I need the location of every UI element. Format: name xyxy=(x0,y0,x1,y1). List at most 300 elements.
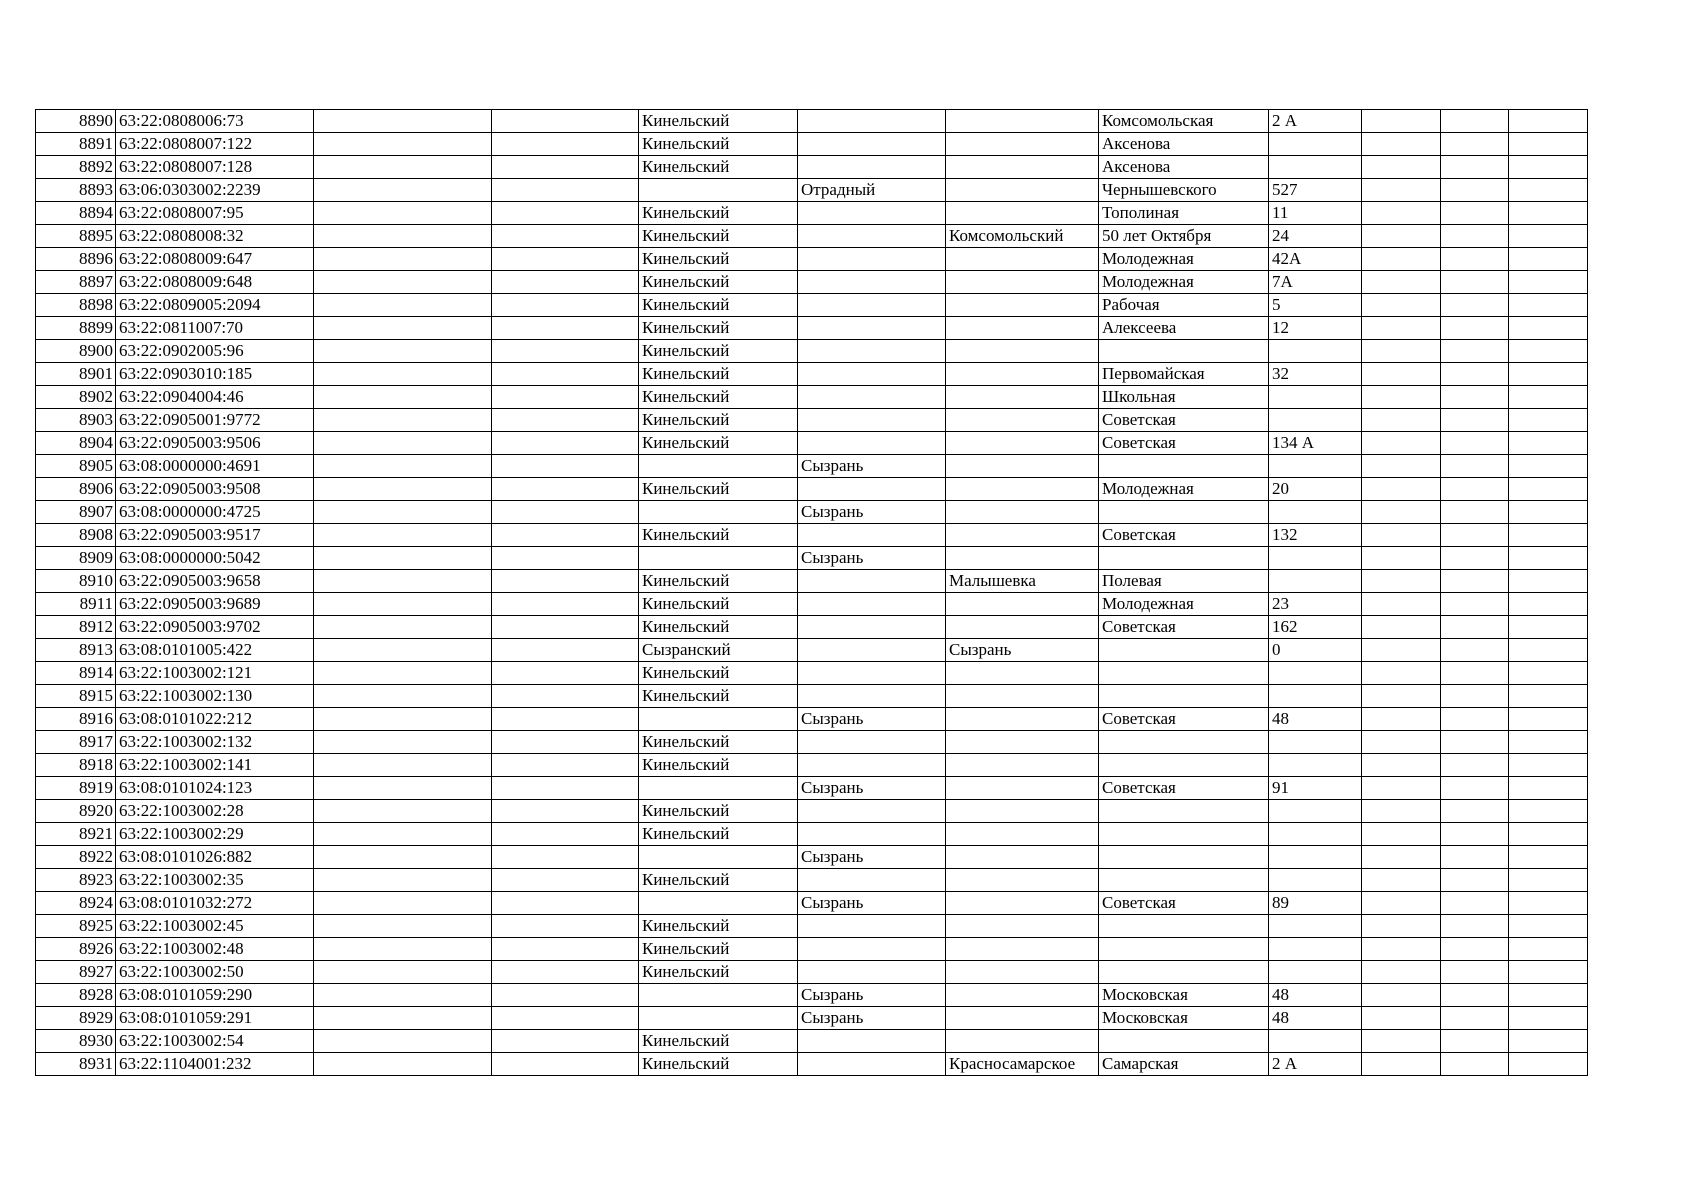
empty-cell-10 xyxy=(1441,616,1509,639)
empty-cell-9 xyxy=(1362,271,1441,294)
empty-cell-2 xyxy=(314,984,492,1007)
empty-cell-9 xyxy=(1362,524,1441,547)
street-cell: Молодежная xyxy=(1099,271,1269,294)
house-number-cell: 32 xyxy=(1269,363,1362,386)
empty-cell-10 xyxy=(1441,708,1509,731)
empty-cell-2 xyxy=(314,202,492,225)
street-cell: Рабочая xyxy=(1099,294,1269,317)
settlement-cell xyxy=(946,294,1099,317)
house-number-cell xyxy=(1269,754,1362,777)
cadastral-number: 63:22:1003002:121 xyxy=(116,662,314,685)
district-cell: Кинельский xyxy=(639,1030,798,1053)
house-number-cell: 48 xyxy=(1269,708,1362,731)
row-number: 8922 xyxy=(36,846,116,869)
street-cell xyxy=(1099,754,1269,777)
empty-cell-10 xyxy=(1441,179,1509,202)
city-cell xyxy=(798,685,946,708)
empty-cell-9 xyxy=(1362,639,1441,662)
row-number: 8906 xyxy=(36,478,116,501)
empty-cell-10 xyxy=(1441,731,1509,754)
cadastral-number: 63:08:0000000:4691 xyxy=(116,455,314,478)
row-number: 8929 xyxy=(36,1007,116,1030)
empty-cell-3 xyxy=(492,432,639,455)
empty-cell-3 xyxy=(492,363,639,386)
settlement-cell xyxy=(946,363,1099,386)
empty-cell-11 xyxy=(1509,547,1588,570)
street-cell xyxy=(1099,685,1269,708)
district-cell: Кинельский xyxy=(639,938,798,961)
street-cell xyxy=(1099,547,1269,570)
city-cell xyxy=(798,616,946,639)
house-number-cell: 2 А xyxy=(1269,1053,1362,1076)
settlement-cell xyxy=(946,340,1099,363)
house-number-cell xyxy=(1269,800,1362,823)
table-row xyxy=(36,662,1588,685)
row-number: 8898 xyxy=(36,294,116,317)
empty-cell-11 xyxy=(1509,662,1588,685)
empty-cell-3 xyxy=(492,202,639,225)
empty-cell-2 xyxy=(314,386,492,409)
cadastral-number: 63:08:0101022:212 xyxy=(116,708,314,731)
empty-cell-2 xyxy=(314,961,492,984)
empty-cell-2 xyxy=(314,570,492,593)
district-cell: Кинельский xyxy=(639,363,798,386)
cadastral-number: 63:22:0905001:9772 xyxy=(116,409,314,432)
empty-cell-9 xyxy=(1362,823,1441,846)
table-row xyxy=(36,409,1588,432)
street-cell: Аксенова xyxy=(1099,133,1269,156)
district-cell: Кинельский xyxy=(639,248,798,271)
city-cell: Сызрань xyxy=(798,547,946,570)
table-row xyxy=(36,892,1588,915)
table-row xyxy=(36,961,1588,984)
empty-cell-2 xyxy=(314,1007,492,1030)
empty-cell-3 xyxy=(492,961,639,984)
empty-cell-3 xyxy=(492,1007,639,1030)
empty-cell-2 xyxy=(314,317,492,340)
row-number: 8902 xyxy=(36,386,116,409)
empty-cell-11 xyxy=(1509,823,1588,846)
settlement-cell xyxy=(946,271,1099,294)
city-cell xyxy=(798,202,946,225)
settlement-cell xyxy=(946,593,1099,616)
empty-cell-11 xyxy=(1509,685,1588,708)
empty-cell-11 xyxy=(1509,984,1588,1007)
empty-cell-11 xyxy=(1509,938,1588,961)
empty-cell-2 xyxy=(314,731,492,754)
house-number-cell: 89 xyxy=(1269,892,1362,915)
house-number-cell: 42А xyxy=(1269,248,1362,271)
empty-cell-2 xyxy=(314,110,492,133)
table-row xyxy=(36,478,1588,501)
house-number-cell: 132 xyxy=(1269,524,1362,547)
empty-cell-9 xyxy=(1362,409,1441,432)
row-number: 8924 xyxy=(36,892,116,915)
empty-cell-2 xyxy=(314,616,492,639)
district-cell xyxy=(639,846,798,869)
empty-cell-2 xyxy=(314,938,492,961)
table-row xyxy=(36,156,1588,179)
city-cell xyxy=(798,110,946,133)
empty-cell-10 xyxy=(1441,271,1509,294)
empty-cell-9 xyxy=(1362,777,1441,800)
street-cell: Советская xyxy=(1099,409,1269,432)
city-cell: Сызрань xyxy=(798,1007,946,1030)
row-number: 8894 xyxy=(36,202,116,225)
empty-cell-10 xyxy=(1441,432,1509,455)
table-row xyxy=(36,110,1588,133)
empty-cell-3 xyxy=(492,409,639,432)
cadastral-number: 63:22:0808007:128 xyxy=(116,156,314,179)
table-body xyxy=(36,110,1588,1076)
city-cell xyxy=(798,754,946,777)
table-row xyxy=(36,639,1588,662)
house-number-cell: 2 А xyxy=(1269,110,1362,133)
settlement-cell xyxy=(946,317,1099,340)
city-cell xyxy=(798,961,946,984)
empty-cell-2 xyxy=(314,593,492,616)
empty-cell-11 xyxy=(1509,777,1588,800)
settlement-cell xyxy=(946,1030,1099,1053)
settlement-cell: Малышевка xyxy=(946,570,1099,593)
settlement-cell xyxy=(946,892,1099,915)
cadastral-number: 63:22:1003002:45 xyxy=(116,915,314,938)
empty-cell-3 xyxy=(492,800,639,823)
table-row xyxy=(36,133,1588,156)
empty-cell-10 xyxy=(1441,524,1509,547)
city-cell: Отрадный xyxy=(798,179,946,202)
district-cell: Кинельский xyxy=(639,823,798,846)
district-cell: Кинельский xyxy=(639,478,798,501)
empty-cell-10 xyxy=(1441,110,1509,133)
district-cell: Кинельский xyxy=(639,133,798,156)
empty-cell-2 xyxy=(314,685,492,708)
settlement-cell xyxy=(946,1007,1099,1030)
street-cell: Советская xyxy=(1099,432,1269,455)
row-number: 8891 xyxy=(36,133,116,156)
district-cell: Кинельский xyxy=(639,110,798,133)
city-cell xyxy=(798,1053,946,1076)
empty-cell-2 xyxy=(314,662,492,685)
empty-cell-9 xyxy=(1362,386,1441,409)
settlement-cell xyxy=(946,731,1099,754)
city-cell: Сызрань xyxy=(798,777,946,800)
house-number-cell xyxy=(1269,570,1362,593)
empty-cell-9 xyxy=(1362,685,1441,708)
house-number-cell: 527 xyxy=(1269,179,1362,202)
cadastral-number: 63:22:0808009:648 xyxy=(116,271,314,294)
empty-cell-2 xyxy=(314,409,492,432)
empty-cell-3 xyxy=(492,386,639,409)
row-number: 8918 xyxy=(36,754,116,777)
street-cell xyxy=(1099,800,1269,823)
table-row xyxy=(36,616,1588,639)
city-cell xyxy=(798,478,946,501)
cadastral-number: 63:22:1003002:132 xyxy=(116,731,314,754)
empty-cell-3 xyxy=(492,110,639,133)
street-cell xyxy=(1099,846,1269,869)
empty-cell-3 xyxy=(492,708,639,731)
cadastral-number: 63:22:0808007:122 xyxy=(116,133,314,156)
empty-cell-10 xyxy=(1441,386,1509,409)
empty-cell-3 xyxy=(492,823,639,846)
empty-cell-11 xyxy=(1509,708,1588,731)
table-row xyxy=(36,777,1588,800)
empty-cell-2 xyxy=(314,547,492,570)
table-row xyxy=(36,685,1588,708)
empty-cell-3 xyxy=(492,593,639,616)
cadastral-number: 63:22:1003002:54 xyxy=(116,1030,314,1053)
empty-cell-2 xyxy=(314,524,492,547)
cadastral-number: 63:22:0905003:9658 xyxy=(116,570,314,593)
city-cell: Сызрань xyxy=(798,892,946,915)
district-cell: Кинельский xyxy=(639,731,798,754)
empty-cell-10 xyxy=(1441,639,1509,662)
table-row xyxy=(36,823,1588,846)
city-cell xyxy=(798,869,946,892)
empty-cell-10 xyxy=(1441,409,1509,432)
table-row xyxy=(36,340,1588,363)
cadastral-number: 63:22:1003002:48 xyxy=(116,938,314,961)
empty-cell-11 xyxy=(1509,363,1588,386)
city-cell xyxy=(798,340,946,363)
city-cell xyxy=(798,248,946,271)
empty-cell-2 xyxy=(314,846,492,869)
street-cell: Советская xyxy=(1099,708,1269,731)
district-cell xyxy=(639,708,798,731)
district-cell: Кинельский xyxy=(639,432,798,455)
cadastral-number: 63:22:0808008:32 xyxy=(116,225,314,248)
house-number-cell: 20 xyxy=(1269,478,1362,501)
settlement-cell xyxy=(946,455,1099,478)
empty-cell-10 xyxy=(1441,570,1509,593)
empty-cell-11 xyxy=(1509,846,1588,869)
street-cell: Молодежная xyxy=(1099,478,1269,501)
empty-cell-11 xyxy=(1509,156,1588,179)
cadastral-number: 63:22:0905003:9506 xyxy=(116,432,314,455)
empty-cell-9 xyxy=(1362,294,1441,317)
empty-cell-9 xyxy=(1362,593,1441,616)
street-cell xyxy=(1099,869,1269,892)
settlement-cell xyxy=(946,110,1099,133)
city-cell xyxy=(798,225,946,248)
row-number: 8900 xyxy=(36,340,116,363)
street-cell: Московская xyxy=(1099,984,1269,1007)
empty-cell-3 xyxy=(492,662,639,685)
empty-cell-3 xyxy=(492,179,639,202)
empty-cell-9 xyxy=(1362,570,1441,593)
settlement-cell xyxy=(946,754,1099,777)
empty-cell-2 xyxy=(314,1053,492,1076)
row-number: 8917 xyxy=(36,731,116,754)
settlement-cell xyxy=(946,662,1099,685)
empty-cell-10 xyxy=(1441,754,1509,777)
city-cell xyxy=(798,363,946,386)
settlement-cell xyxy=(946,133,1099,156)
house-number-cell xyxy=(1269,662,1362,685)
empty-cell-9 xyxy=(1362,846,1441,869)
cadastral-number: 63:22:0904004:46 xyxy=(116,386,314,409)
empty-cell-9 xyxy=(1362,616,1441,639)
settlement-cell xyxy=(946,685,1099,708)
empty-cell-2 xyxy=(314,271,492,294)
empty-cell-10 xyxy=(1441,777,1509,800)
district-cell: Кинельский xyxy=(639,317,798,340)
house-number-cell: 162 xyxy=(1269,616,1362,639)
street-cell: Молодежная xyxy=(1099,593,1269,616)
cadastral-number: 63:06:0303002:2239 xyxy=(116,179,314,202)
cadastral-number: 63:22:0905003:9702 xyxy=(116,616,314,639)
empty-cell-3 xyxy=(492,455,639,478)
empty-cell-11 xyxy=(1509,501,1588,524)
row-number: 8923 xyxy=(36,869,116,892)
city-cell xyxy=(798,938,946,961)
table-row xyxy=(36,386,1588,409)
empty-cell-10 xyxy=(1441,340,1509,363)
table-row xyxy=(36,271,1588,294)
empty-cell-3 xyxy=(492,892,639,915)
cadastral-number: 63:22:0903010:185 xyxy=(116,363,314,386)
table-row xyxy=(36,179,1588,202)
empty-cell-10 xyxy=(1441,317,1509,340)
city-cell: Сызрань xyxy=(798,984,946,1007)
settlement-cell xyxy=(946,846,1099,869)
street-cell: Советская xyxy=(1099,524,1269,547)
district-cell: Кинельский xyxy=(639,340,798,363)
district-cell xyxy=(639,892,798,915)
empty-cell-11 xyxy=(1509,202,1588,225)
empty-cell-11 xyxy=(1509,616,1588,639)
row-number: 8912 xyxy=(36,616,116,639)
empty-cell-11 xyxy=(1509,248,1588,271)
empty-cell-9 xyxy=(1362,478,1441,501)
row-number: 8904 xyxy=(36,432,116,455)
empty-cell-9 xyxy=(1362,1053,1441,1076)
empty-cell-3 xyxy=(492,639,639,662)
empty-cell-11 xyxy=(1509,869,1588,892)
cadastral-number: 63:08:0101026:882 xyxy=(116,846,314,869)
settlement-cell: Красносамарское xyxy=(946,1053,1099,1076)
house-number-cell xyxy=(1269,340,1362,363)
empty-cell-9 xyxy=(1362,984,1441,1007)
house-number-cell xyxy=(1269,823,1362,846)
empty-cell-3 xyxy=(492,547,639,570)
house-number-cell xyxy=(1269,731,1362,754)
cadastral-number: 63:08:0101032:272 xyxy=(116,892,314,915)
settlement-cell xyxy=(946,915,1099,938)
house-number-cell xyxy=(1269,386,1362,409)
empty-cell-2 xyxy=(314,363,492,386)
house-number-cell: 0 xyxy=(1269,639,1362,662)
city-cell xyxy=(798,386,946,409)
district-cell: Кинельский xyxy=(639,386,798,409)
street-cell xyxy=(1099,938,1269,961)
table-row xyxy=(36,547,1588,570)
empty-cell-11 xyxy=(1509,386,1588,409)
city-cell xyxy=(798,133,946,156)
empty-cell-10 xyxy=(1441,800,1509,823)
house-number-cell: 5 xyxy=(1269,294,1362,317)
district-cell: Кинельский xyxy=(639,225,798,248)
empty-cell-3 xyxy=(492,271,639,294)
cadastral-number: 63:22:1003002:29 xyxy=(116,823,314,846)
property-register-table xyxy=(35,109,1588,1076)
district-cell: Кинельский xyxy=(639,1053,798,1076)
empty-cell-10 xyxy=(1441,202,1509,225)
empty-cell-11 xyxy=(1509,1053,1588,1076)
cadastral-number: 63:22:0808007:95 xyxy=(116,202,314,225)
street-cell: Школьная xyxy=(1099,386,1269,409)
row-number: 8908 xyxy=(36,524,116,547)
empty-cell-11 xyxy=(1509,271,1588,294)
table-row xyxy=(36,202,1588,225)
house-number-cell: 11 xyxy=(1269,202,1362,225)
cadastral-number: 63:22:1104001:232 xyxy=(116,1053,314,1076)
empty-cell-2 xyxy=(314,478,492,501)
empty-cell-9 xyxy=(1362,1030,1441,1053)
cadastral-number: 63:22:1003002:35 xyxy=(116,869,314,892)
empty-cell-3 xyxy=(492,501,639,524)
district-cell xyxy=(639,1007,798,1030)
district-cell: Кинельский xyxy=(639,685,798,708)
settlement-cell xyxy=(946,547,1099,570)
empty-cell-9 xyxy=(1362,432,1441,455)
settlement-cell: Комсомольский xyxy=(946,225,1099,248)
street-cell: Аксенова xyxy=(1099,156,1269,179)
table-row xyxy=(36,1007,1588,1030)
settlement-cell xyxy=(946,156,1099,179)
city-cell xyxy=(798,800,946,823)
empty-cell-3 xyxy=(492,915,639,938)
row-number: 8892 xyxy=(36,156,116,179)
empty-cell-3 xyxy=(492,869,639,892)
empty-cell-10 xyxy=(1441,133,1509,156)
empty-cell-2 xyxy=(314,432,492,455)
empty-cell-11 xyxy=(1509,409,1588,432)
district-cell: Кинельский xyxy=(639,754,798,777)
city-cell xyxy=(798,915,946,938)
empty-cell-11 xyxy=(1509,961,1588,984)
table-row xyxy=(36,708,1588,731)
empty-cell-11 xyxy=(1509,110,1588,133)
empty-cell-11 xyxy=(1509,294,1588,317)
city-cell xyxy=(798,639,946,662)
empty-cell-2 xyxy=(314,133,492,156)
empty-cell-9 xyxy=(1362,133,1441,156)
house-number-cell: 12 xyxy=(1269,317,1362,340)
row-number: 8925 xyxy=(36,915,116,938)
empty-cell-11 xyxy=(1509,639,1588,662)
empty-cell-3 xyxy=(492,777,639,800)
row-number: 8930 xyxy=(36,1030,116,1053)
empty-cell-9 xyxy=(1362,225,1441,248)
empty-cell-9 xyxy=(1362,915,1441,938)
street-cell: Советская xyxy=(1099,616,1269,639)
empty-cell-9 xyxy=(1362,731,1441,754)
table-row xyxy=(36,915,1588,938)
empty-cell-3 xyxy=(492,225,639,248)
street-cell xyxy=(1099,455,1269,478)
empty-cell-10 xyxy=(1441,455,1509,478)
row-number: 8926 xyxy=(36,938,116,961)
house-number-cell xyxy=(1269,961,1362,984)
row-number: 8893 xyxy=(36,179,116,202)
settlement-cell xyxy=(946,501,1099,524)
empty-cell-3 xyxy=(492,156,639,179)
cadastral-number: 63:22:0811007:70 xyxy=(116,317,314,340)
empty-cell-3 xyxy=(492,570,639,593)
table-row xyxy=(36,800,1588,823)
